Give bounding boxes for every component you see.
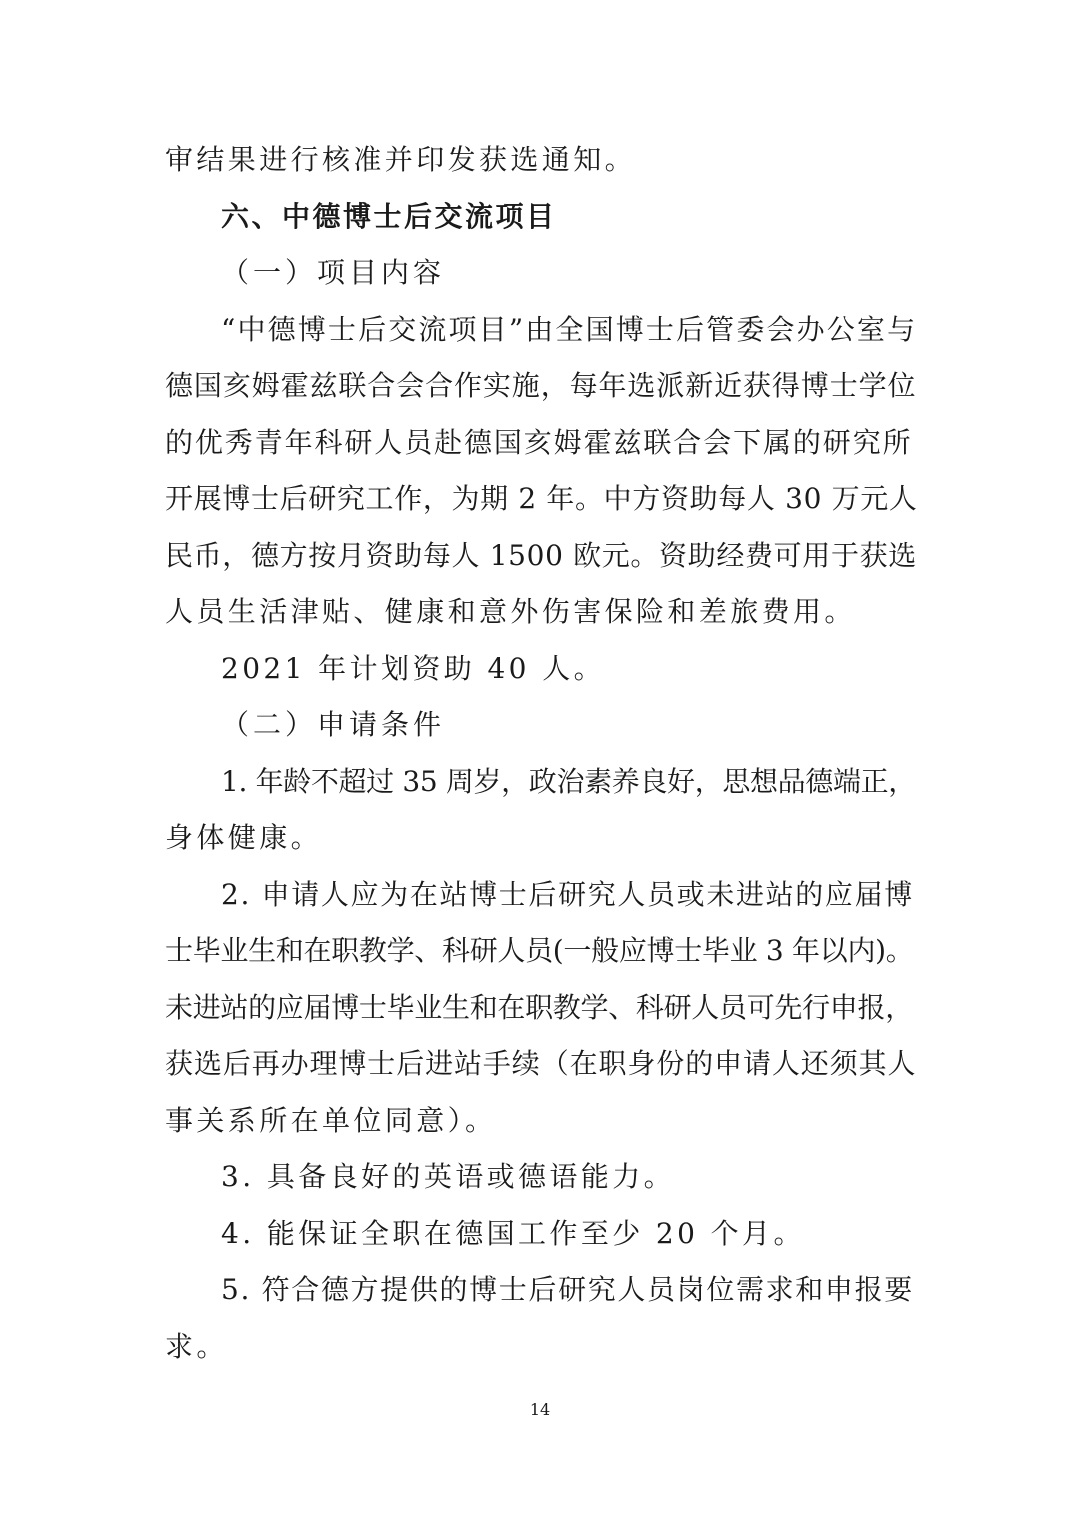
- paragraph-line: 人员生活津贴、健康和意外伤害保险和差旅费用。: [165, 595, 856, 628]
- list-item-line: 1. 年龄不超过 35 周岁，政治素养良好，思想品德端正，: [221, 765, 916, 798]
- paragraph-line: 民币，德方按月资助每人 1500 欧元。资助经费可用于获选: [165, 539, 917, 572]
- list-item-line: 5. 符合德方提供的博士后研究人员岗位需求和申报要: [221, 1273, 914, 1306]
- list-item-line: 事关系所在单位同意）。: [165, 1104, 497, 1137]
- paragraph-line: 德国亥姆霍兹联合会合作实施，每年选派新近获得博士学位: [165, 369, 917, 402]
- paragraph-continuation: 审结果进行核准并印发获选通知。: [165, 143, 637, 176]
- list-item-line: 2. 申请人应为在站博士后研究人员或未进站的应届博: [221, 878, 914, 911]
- list-item-line: 3. 具备良好的英语或德语能力。: [221, 1160, 676, 1193]
- list-item-line: 求。: [165, 1330, 228, 1363]
- paragraph-line: “中德博士后交流项目”由全国博士后管委会办公室与: [221, 313, 918, 346]
- list-item-line: 4. 能保证全职在德国工作至少 20 个月。: [221, 1217, 805, 1250]
- paragraph-line: 的优秀青年科研人员赴德国亥姆霍兹联合会下属的研究所: [165, 426, 913, 459]
- subsection-heading: （二）申请条件: [221, 708, 446, 741]
- paragraph-line: 开展博士后研究工作，为期 2 年。中方资助每人 30 万元人: [165, 482, 918, 515]
- paragraph-line: 2021 年计划资助 40 人。: [221, 652, 605, 685]
- subsection-heading: （一）项目内容: [221, 256, 446, 289]
- list-item-line: 身体健康。: [165, 821, 323, 854]
- page-number: 14: [529, 1400, 551, 1419]
- section-heading: 六、中德博士后交流项目: [221, 200, 557, 233]
- list-item-line: 获选后再办理博士后进站手续（在职身份的申请人还须其人: [165, 1047, 917, 1080]
- list-item-line: 未进站的应届博士毕业生和在职教学、科研人员可先行申报，: [165, 991, 913, 1024]
- list-item-line: 士毕业生和在职教学、科研人员(一般应博士毕业 3 年以内)。: [165, 934, 914, 967]
